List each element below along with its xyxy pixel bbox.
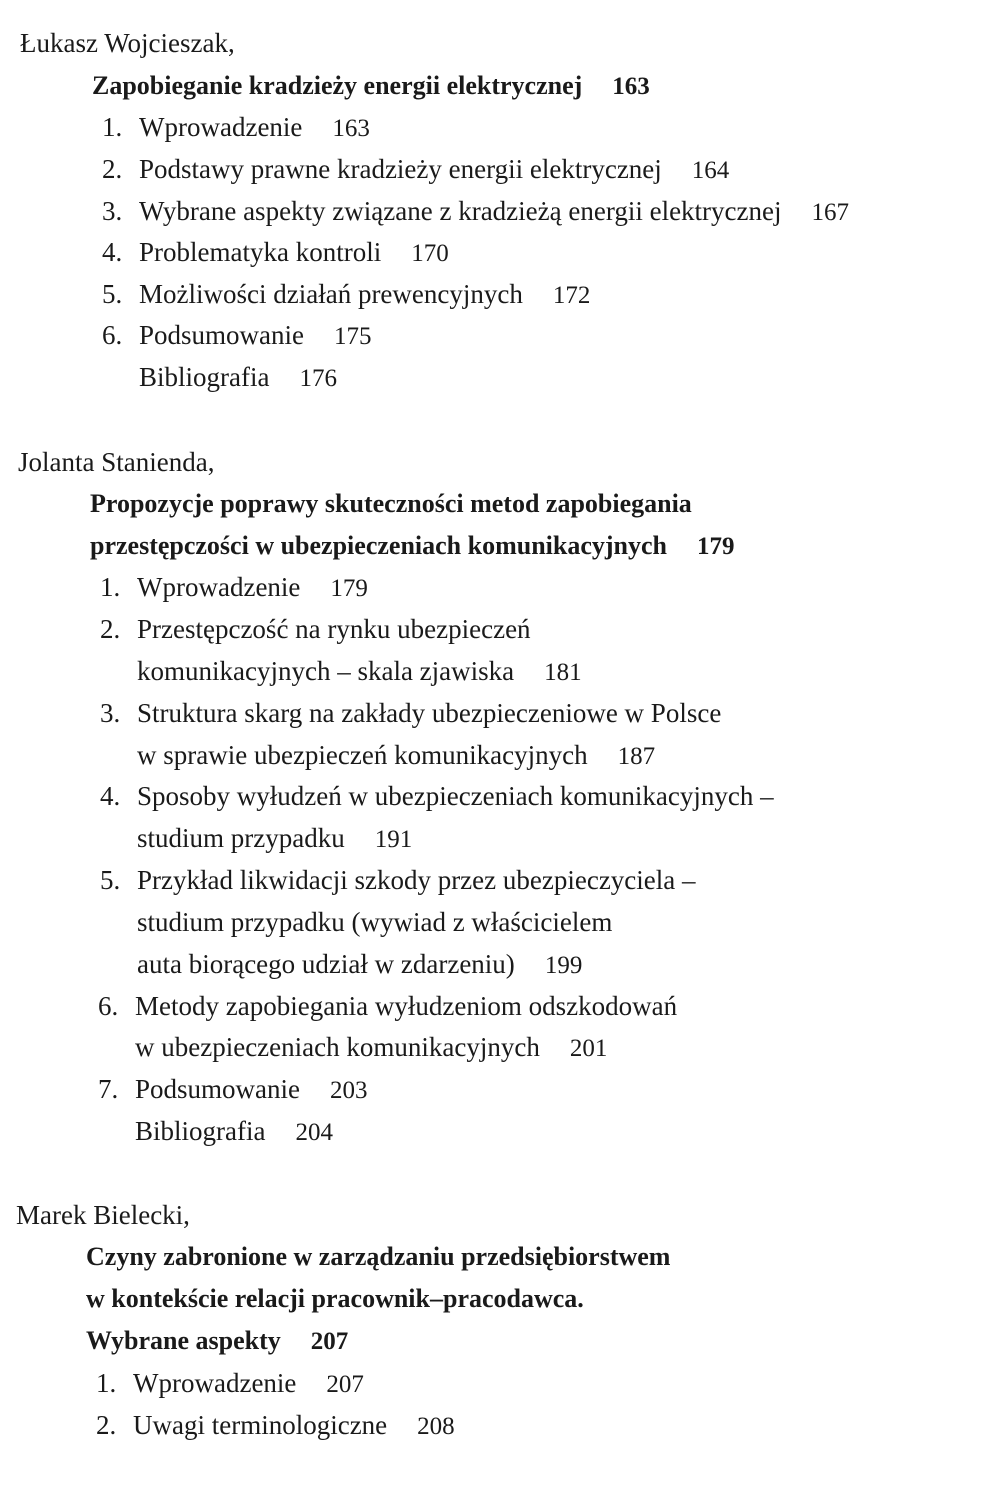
item-text: auta biorącego udział w zdarzeniu) <box>137 949 515 979</box>
item-page: 167 <box>811 199 850 226</box>
entry-title-line: w kontekście relacji pracownik–pracodawca. <box>86 1284 584 1313</box>
toc-item: Metody zapobiegania wyłudzeniom odszkodowań <box>135 991 678 1021</box>
item-number: 5. <box>100 865 121 895</box>
item-number: 1. <box>100 572 121 602</box>
item-page: 204 <box>295 1119 333 1146</box>
toc-item <box>135 1073 368 1107</box>
item-text: komunikacyjnych – skala zjawiska <box>137 656 515 686</box>
item-number: 3. <box>100 698 121 728</box>
toc-item <box>139 236 449 270</box>
item-page: 207 <box>326 1371 364 1398</box>
entry-title-line: Czyny zabronione w zarządzaniu przedsiębiorstwem <box>86 1242 671 1271</box>
toc-item-continuation <box>135 1031 607 1065</box>
item-page: 172 <box>552 282 591 309</box>
toc-item: Sposoby wyłudzeń w ubezpieczeniach komunikacyjnych – <box>137 781 774 811</box>
item-text: Bibliografia <box>135 1116 266 1146</box>
toc-item <box>139 278 590 312</box>
item-number: 2. <box>100 614 121 644</box>
item-number: 4. <box>102 237 123 267</box>
item-page: 191 <box>374 826 413 853</box>
item-page: 179 <box>330 575 368 602</box>
toc-item <box>135 1115 333 1149</box>
entry-title-line <box>92 70 650 103</box>
item-text: Wprowadzenie <box>133 1368 297 1398</box>
item-page: 175 <box>334 323 372 350</box>
item-number: 1. <box>102 112 123 142</box>
item-text: Problematyka kontroli <box>139 237 382 267</box>
item-number: 3. <box>102 196 123 226</box>
item-number: 6. <box>102 320 123 350</box>
entry-title-page: 163 <box>612 73 650 100</box>
item-number: 4. <box>100 781 121 811</box>
item-page: 201 <box>569 1035 608 1062</box>
entry-title-page: 179 <box>697 533 735 560</box>
item-number: 2. <box>102 154 123 184</box>
item-page: 199 <box>544 952 583 979</box>
item-number: 6. <box>98 991 119 1021</box>
toc-item <box>139 111 370 145</box>
entry-title-text: Zapobieganie kradzieży energii elektrycznej <box>92 71 583 100</box>
item-text: Możliwości działań prewencyjnych <box>139 279 523 309</box>
item-page: 176 <box>299 365 337 392</box>
toc-item <box>139 195 849 229</box>
toc-item <box>133 1409 455 1443</box>
toc-item: Struktura skarg na zakłady ubezpieczeniowe w Polsce <box>137 698 722 728</box>
item-text: Wybrane aspekty związane z kradzieżą energii elektrycznej <box>139 196 782 226</box>
item-page: 164 <box>691 157 730 184</box>
entry-author: Jolanta Stanienda, <box>18 447 215 477</box>
entry-title-text: Wybrane aspekty <box>86 1326 281 1355</box>
item-number: 1. <box>96 1368 117 1398</box>
item-text: Podstawy prawne kradzieży energii elektrycznej <box>139 154 662 184</box>
entry-title-line: Propozycje poprawy skuteczności metod zapobiegania <box>90 489 692 518</box>
toc-item <box>137 571 368 605</box>
entry-title-page: 207 <box>310 1328 349 1355</box>
toc-item <box>139 319 372 353</box>
entry-title-line <box>86 1325 348 1358</box>
toc-item: Przestępczość na rynku ubezpieczeń <box>137 614 531 644</box>
toc-item <box>139 153 729 187</box>
item-page: 181 <box>544 659 582 686</box>
toc-item <box>139 361 337 395</box>
toc-item: Przykład likwidacji szkody przez ubezpieczyciela – <box>137 865 696 895</box>
item-text: studium przypadku <box>137 823 345 853</box>
entry-author: Łukasz Wojcieszak, <box>20 28 235 58</box>
item-text: Bibliografia <box>139 362 270 392</box>
item-text: Wprowadzenie <box>139 112 303 142</box>
entry-title-line <box>90 530 735 563</box>
toc-item <box>133 1367 364 1401</box>
toc-item-continuation: studium przypadku (wywiad z właścicielem <box>137 907 613 937</box>
item-number: 5. <box>102 279 123 309</box>
entry-title-text: przestępczości w ubezpieczeniach komunikacyjnych <box>90 531 668 560</box>
item-text: Uwagi terminologiczne <box>133 1410 388 1440</box>
item-page: 187 <box>617 743 656 770</box>
toc-item-continuation <box>137 739 655 773</box>
item-number: 2. <box>96 1410 117 1440</box>
toc-item-continuation <box>137 655 582 689</box>
item-text: w sprawie ubezpieczeń komunikacyjnych <box>137 740 588 770</box>
item-number: 7. <box>98 1074 119 1104</box>
toc-item-continuation <box>137 822 412 856</box>
item-text: w ubezpieczeniach komunikacyjnych <box>135 1032 540 1062</box>
entry-author: Marek Bielecki, <box>16 1200 190 1230</box>
toc-item-continuation <box>137 948 582 982</box>
item-text: Podsumowanie <box>139 320 304 350</box>
item-page: 203 <box>330 1077 368 1104</box>
item-page: 170 <box>411 240 449 267</box>
item-page: 163 <box>332 115 370 142</box>
item-text: Wprowadzenie <box>137 572 301 602</box>
item-page: 208 <box>417 1413 455 1440</box>
item-text: Podsumowanie <box>135 1074 300 1104</box>
